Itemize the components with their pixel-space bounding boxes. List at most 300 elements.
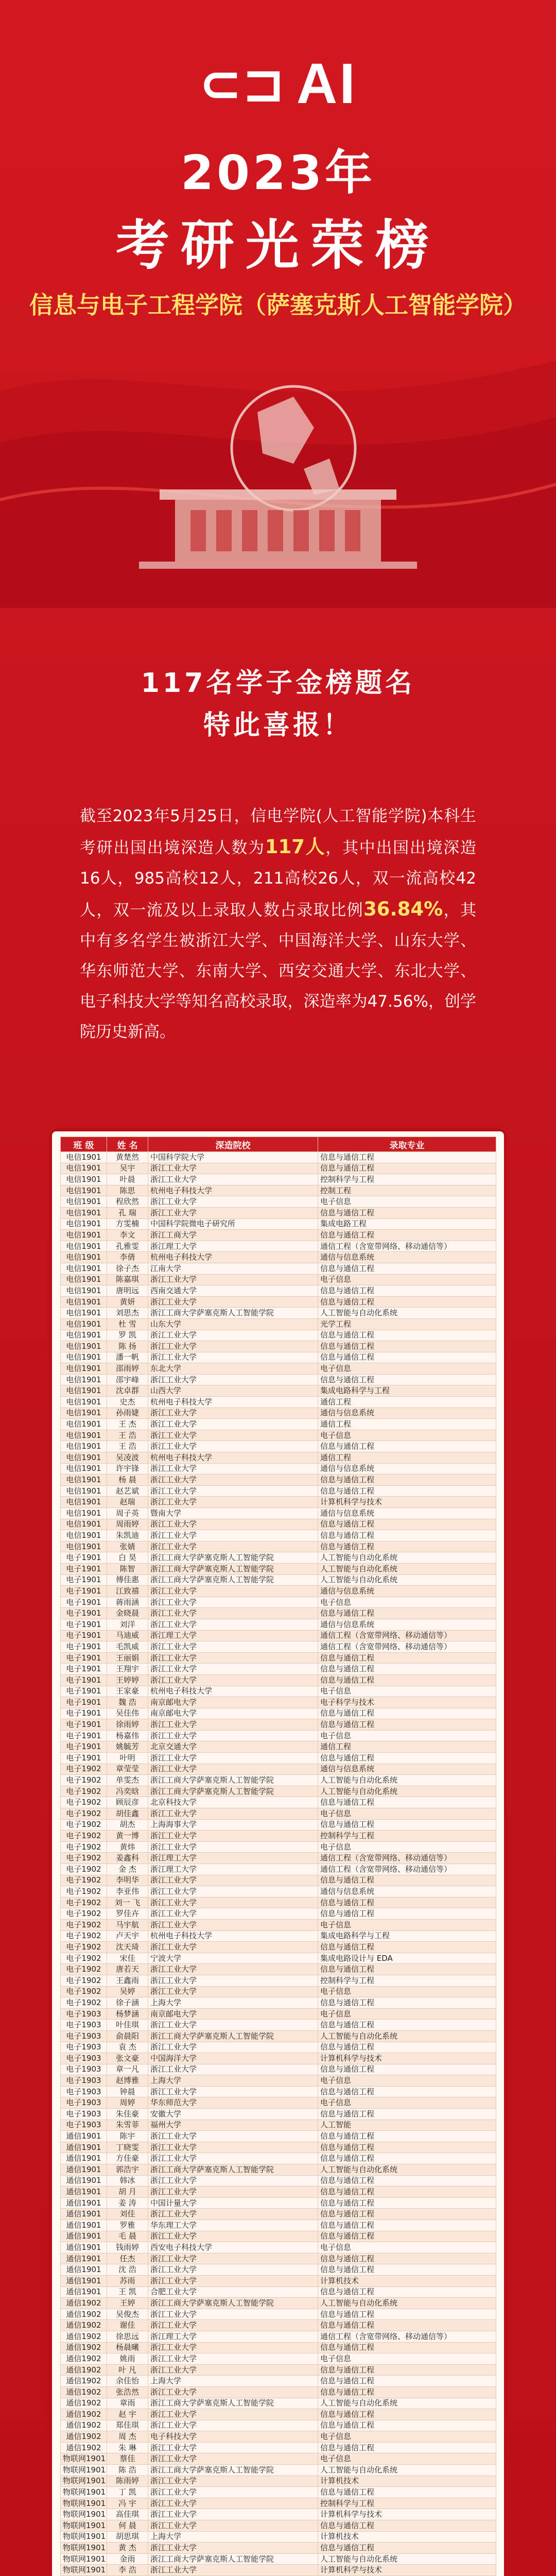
cell-major: 通信与信息系统 — [318, 1508, 496, 1519]
cell-major: 通信与信息系统 — [318, 1586, 496, 1597]
cell-school: 浙江工业大学 — [148, 2309, 318, 2320]
table-row — [61, 1975, 496, 1986]
cell-class: 电子1903 — [61, 2030, 107, 2042]
cell-class: 电子1902 — [61, 1997, 107, 2009]
cell-school: 浙江工商大学萨塞克斯人工智能学院 — [148, 2164, 318, 2176]
cell-class: 通信1902 — [61, 2376, 107, 2387]
cell-name: 朱凯迪 — [107, 1530, 148, 1541]
cell-major: 信息与通信工程 — [318, 1664, 496, 1675]
table-row — [61, 1630, 496, 1641]
cell-major: 控制科学与工程 — [318, 1975, 496, 1986]
cell-school: 浙江工业大学 — [148, 2476, 318, 2487]
cell-class: 电子1901 — [61, 1652, 107, 1664]
cell-name: 俞晨阳 — [107, 2030, 148, 2042]
cell-school: 福州大学 — [148, 2120, 318, 2131]
cell-major: 信息与通信工程 — [318, 1964, 496, 1975]
table-row — [61, 1463, 496, 1475]
cell-major: 信息与通信工程 — [318, 2364, 496, 2376]
cell-major: 信息与通信工程 — [318, 2376, 496, 2387]
cell-major: 控制科学与工程 — [318, 1174, 496, 1185]
cell-class: 通信1901 — [61, 2275, 107, 2286]
table-row — [61, 1508, 496, 1519]
cell-major: 电子信息 — [318, 2353, 496, 2365]
cell-major: 人工智能与自动化系统 — [318, 1552, 496, 1564]
cell-major: 信息与通信工程 — [318, 2220, 496, 2231]
cell-major: 集成电路科学与工程 — [318, 1385, 496, 1397]
table-row — [61, 1864, 496, 1875]
cell-major: 集成电路工程 — [318, 1218, 496, 1230]
table-row — [61, 2398, 496, 2409]
cell-class: 电子1902 — [61, 1864, 107, 1875]
cell-name: 孙雨婕 — [107, 1408, 148, 1419]
table-row — [61, 1263, 496, 1274]
cell-school: 上海海事大学 — [148, 1819, 318, 1831]
cell-school: 浙江工业大学 — [148, 2498, 318, 2509]
cell-name: 苏雨 — [107, 2275, 148, 2286]
cell-major: 信息与通信工程 — [318, 2064, 496, 2075]
table-row — [61, 1452, 496, 1464]
table-row — [61, 1519, 496, 1530]
cell-major: 人工智能与自动化系统 — [318, 2298, 496, 2309]
cell-school: 上海大学 — [148, 2376, 318, 2387]
cell-major: 人工智能与自动化系统 — [318, 1563, 496, 1574]
table-row — [61, 2086, 496, 2097]
cell-class: 通信1901 — [61, 2286, 107, 2298]
cell-class: 通信1902 — [61, 2442, 107, 2453]
cell-class: 电子1902 — [61, 1953, 107, 1964]
table-row — [61, 2476, 496, 2487]
cell-class: 通信1902 — [61, 2320, 107, 2331]
cell-major: 电子信息 — [318, 1196, 496, 1208]
table-row — [61, 1408, 496, 1419]
cell-name: 王婷婷 — [107, 1674, 148, 1686]
cell-major: 通信与信息系统 — [318, 1463, 496, 1475]
cell-class: 物联网1901 — [61, 2476, 107, 2487]
cell-school: 浙江理工大学 — [148, 1630, 318, 1641]
cell-name: 李亚伟 — [107, 1886, 148, 1897]
cell-school: 南京邮电大学 — [148, 2008, 318, 2020]
table-row — [61, 1964, 496, 1975]
table-row — [61, 1363, 496, 1375]
cell-school: 东北大学 — [148, 1363, 318, 1375]
cell-major: 人工智能与自动化系统 — [318, 2553, 496, 2565]
cell-class: 电子1901 — [61, 1597, 107, 1608]
cell-name: 张婧 — [107, 1541, 148, 1552]
cell-major: 信息与通信工程 — [318, 1875, 496, 1886]
cell-name: 马宇航 — [107, 1919, 148, 1930]
cell-school: 浙江工业大学 — [148, 1908, 318, 1920]
cell-name: 李文 — [107, 1230, 148, 1241]
cell-school: 浙江工商大学萨塞克斯人工智能学院 — [148, 1574, 318, 1586]
cell-major: 通信工程（含宽带网络、移动通信等） — [318, 1641, 496, 1653]
table-row — [61, 2509, 496, 2520]
cell-name: 王 浩 — [107, 1430, 148, 1441]
cell-name: 朱佳豪 — [107, 2109, 148, 2120]
cell-name: 胡杰 — [107, 1819, 148, 1831]
cell-class: 电信1901 — [61, 1519, 107, 1530]
table-row — [61, 2386, 496, 2398]
cell-class: 电子1901 — [61, 1552, 107, 1564]
cell-class: 通信1902 — [61, 2342, 107, 2353]
cell-name: 毛 晨 — [107, 2231, 148, 2242]
cell-school: 浙江工业大学 — [148, 2187, 318, 2198]
cell-major: 信息与通信工程 — [318, 1997, 496, 2009]
table-row — [61, 2275, 496, 2286]
cell-class: 电子1902 — [61, 1919, 107, 1930]
table-row — [61, 1875, 496, 1886]
cell-major: 信息与通信工程 — [318, 1908, 496, 1920]
cell-school: 浙江理工大学 — [148, 1241, 318, 1252]
cell-major: 信息与通信工程 — [318, 1652, 496, 1664]
cell-school: 中国科学院大学 — [148, 1152, 318, 1163]
cell-class: 电子1902 — [61, 1831, 107, 1842]
cell-school: 浙江工业大学 — [148, 1719, 318, 1731]
table-row — [61, 2431, 496, 2443]
cell-class: 电信1901 — [61, 1152, 107, 1163]
cell-name: 杨 晨 — [107, 1475, 148, 1486]
table-row — [61, 2309, 496, 2320]
cell-school: 杭州电子科技大学 — [148, 1686, 318, 1697]
cell-major: 计算机科学与技术 — [318, 1497, 496, 1508]
cell-name: 邵宇峰 — [107, 1374, 148, 1385]
table-row — [61, 2453, 496, 2465]
cell-class: 电子1901 — [61, 1586, 107, 1597]
cell-school: 杭州电子科技大学 — [148, 1397, 318, 1408]
cell-name: 黄炜 — [107, 1841, 148, 1853]
cell-school: 西安电子科技大学 — [148, 2242, 318, 2253]
table-row — [61, 1808, 496, 1820]
cell-class: 电信1901 — [61, 1296, 107, 1308]
cell-major: 人工智能与自动化系统 — [318, 1574, 496, 1586]
cell-class: 电子1901 — [61, 1708, 107, 1719]
table-row — [61, 1330, 496, 1341]
cell-class: 电信1901 — [61, 1174, 107, 1185]
cell-name: 周雨婷 — [107, 1519, 148, 1530]
cell-name: 郑佳琪 — [107, 2420, 148, 2431]
cell-school: 浙江工商大学萨塞克斯人工智能学院 — [148, 2465, 318, 2476]
cell-school: 浙江理工大学 — [148, 1853, 318, 1864]
cell-class: 电子1902 — [61, 1897, 107, 1908]
cell-school: 暨南大学 — [148, 1508, 318, 1519]
cell-school: 浙江工业大学 — [148, 1619, 318, 1630]
cell-name: 赵博雅 — [107, 2075, 148, 2087]
cell-school: 浙江工商大学萨塞克斯人工智能学院 — [148, 2298, 318, 2309]
cell-major: 计算机科学与技术 — [318, 2053, 496, 2064]
cell-class: 物联网1901 — [61, 2509, 107, 2520]
cell-major: 电子信息 — [318, 2075, 496, 2087]
cell-major: 信息与通信工程 — [318, 2131, 496, 2142]
cell-school: 浙江工商大学萨塞克斯人工智能学院 — [148, 1552, 318, 1564]
table-row — [61, 2286, 496, 2298]
cell-major: 通信工程（含宽带网络、移动通信等） — [318, 1630, 496, 1641]
cell-major: 电子信息 — [318, 1430, 496, 1441]
table-row — [61, 2053, 496, 2064]
cell-class: 通信1901 — [61, 2142, 107, 2153]
cell-class: 电子1902 — [61, 1908, 107, 1920]
cell-school: 浙江工业大学 — [148, 2342, 318, 2353]
table-row — [61, 1697, 496, 1708]
cell-school: 安徽大学 — [148, 2109, 318, 2120]
table-row — [61, 1797, 496, 1808]
cell-name: 冯奕晗 — [107, 1786, 148, 1797]
cell-name: 黄 杰 — [107, 2543, 148, 2554]
cell-major: 电子信息 — [318, 2453, 496, 2465]
cell-name: 章雨 — [107, 2398, 148, 2409]
cell-school: 浙江工业大学 — [148, 1730, 318, 1741]
cell-major: 计算机技术 — [318, 2275, 496, 2286]
cell-major: 信息与通信工程 — [318, 1374, 496, 1385]
cell-major: 计算机科学与技术 — [318, 2509, 496, 2520]
cell-school: 浙江工业大学 — [148, 2386, 318, 2398]
cell-class: 电子1901 — [61, 1574, 107, 1586]
cell-school: 浙江工业大学 — [148, 1163, 318, 1174]
cell-school: 浙江工业大学 — [148, 1964, 318, 1975]
cell-major: 信息与通信工程 — [318, 2142, 496, 2153]
cell-school: 浙江工业大学 — [148, 1296, 318, 1308]
cell-major: 电子信息 — [318, 1274, 496, 1285]
table-row — [61, 1230, 496, 1241]
cell-name: 吴佳伟 — [107, 1708, 148, 1719]
cell-name: 顾辰彦 — [107, 1797, 148, 1808]
cell-school: 山西大学 — [148, 1385, 318, 1397]
cell-school: 南京邮电大学 — [148, 1697, 318, 1708]
cell-major: 信息与通信工程 — [318, 2409, 496, 2420]
cell-major: 电子信息 — [318, 2008, 496, 2020]
table-row — [61, 1475, 496, 1486]
cell-major: 电子信息 — [318, 1919, 496, 1930]
cell-major: 通信与信息系统 — [318, 1764, 496, 1775]
cell-major: 信息与通信工程 — [318, 2231, 496, 2242]
cell-name: 朱 琳 — [107, 2442, 148, 2453]
cell-name: 史杰 — [107, 1397, 148, 1408]
table-row — [61, 1352, 496, 1363]
cell-class: 电子1903 — [61, 2008, 107, 2020]
cell-class: 物联网1901 — [61, 2553, 107, 2565]
cell-class: 电信1901 — [61, 1430, 107, 1441]
cell-major: 信息与通信工程 — [318, 2197, 496, 2209]
cell-school: 浙江工业大学 — [148, 1207, 318, 1218]
cell-class: 电子1901 — [61, 1563, 107, 1574]
cell-school: 浙江工业大学 — [148, 1674, 318, 1686]
cell-class: 通信1902 — [61, 2386, 107, 2398]
cell-class: 电子1901 — [61, 1741, 107, 1753]
cell-major: 人工智能与自动化系统 — [318, 2164, 496, 2176]
cell-class: 电子1902 — [61, 1775, 107, 1786]
intro-text-2: ，其中出国出境深造16人，985高校12人，211高校26人，双一流高校42人，双一流及以上录取人数占录取比例 — [80, 839, 476, 920]
cell-class: 电信1901 — [61, 1241, 107, 1252]
col-header-class: 班 级 — [61, 1137, 107, 1152]
table-row — [61, 1819, 496, 1831]
cell-name: 杜 雪 — [107, 1318, 148, 1330]
cell-major: 信息与通信工程 — [318, 1753, 496, 1764]
cell-class: 电子1901 — [61, 1641, 107, 1653]
cell-school: 电子科技大学 — [148, 2431, 318, 2443]
cell-major: 电子信息 — [318, 1808, 496, 1820]
cell-major: 通信与信息系统 — [318, 1252, 496, 1263]
cell-school: 浙江工业大学 — [148, 1942, 318, 1953]
table-row — [61, 1997, 496, 2009]
cell-major: 信息与通信工程 — [318, 2153, 496, 2164]
cell-major: 光学工程 — [318, 1318, 496, 1330]
cell-school: 浙江工业大学 — [148, 2364, 318, 2376]
cell-school: 上海大学 — [148, 2531, 318, 2543]
table-row — [61, 2353, 496, 2365]
cell-class: 电子1902 — [61, 1975, 107, 1986]
cell-major: 信息与通信工程 — [318, 1207, 496, 1218]
cell-class: 电子1903 — [61, 2020, 107, 2031]
cell-major: 信息与通信工程 — [318, 1897, 496, 1908]
cell-school: 浙江工业大学 — [148, 1652, 318, 1664]
cell-major: 信息与通信工程 — [318, 1674, 496, 1686]
cell-class: 电子1903 — [61, 2086, 107, 2097]
cell-name: 杨梦涵 — [107, 2008, 148, 2020]
cell-class: 电信1901 — [61, 1452, 107, 1464]
cell-school: 浙江工业大学 — [148, 1641, 318, 1653]
table-row — [61, 1574, 496, 1586]
table-row — [61, 2187, 496, 2198]
cell-name: 袁 杰 — [107, 2042, 148, 2053]
cell-school: 浙江工业大学 — [148, 1875, 318, 1886]
cell-school: 浙江工业大学 — [148, 1441, 318, 1452]
cell-class: 通信1901 — [61, 2242, 107, 2253]
cell-school: 浙江工业大学 — [148, 1374, 318, 1385]
cell-name: 胡思琪 — [107, 2531, 148, 2543]
cell-name: 赵瑞 — [107, 1497, 148, 1508]
cell-name: 马迪威 — [107, 1630, 148, 1641]
cell-major: 信息与通信工程 — [318, 1797, 496, 1808]
cell-school: 浙江工商大学萨塞克斯人工智能学院 — [148, 2398, 318, 2409]
cell-school: 浙江工业大学 — [148, 1497, 318, 1508]
table-row — [61, 1552, 496, 1564]
cell-major: 信息与通信工程 — [318, 2175, 496, 2187]
table-row — [61, 2075, 496, 2087]
cell-major: 信息与通信工程 — [318, 1330, 496, 1341]
cell-school: 浙江工商大学萨塞克斯人工智能学院 — [148, 1786, 318, 1797]
cell-name: 卢天宇 — [107, 1930, 148, 1942]
cell-major: 计算机技术 — [318, 2531, 496, 2543]
campus-building-icon — [139, 361, 417, 587]
headline-line1: 117名学子金榜题名 — [141, 668, 415, 699]
cell-name: 王丽娟 — [107, 1652, 148, 1664]
cell-name: 程欣然 — [107, 1196, 148, 1208]
cell-name: 叶明 — [107, 1753, 148, 1764]
table-row — [61, 1775, 496, 1786]
cell-major: 电子信息 — [318, 1597, 496, 1608]
cell-major: 控制科学与工程 — [318, 1831, 496, 1842]
cell-school: 浙江工业大学 — [148, 1174, 318, 1185]
cell-class: 物联网1901 — [61, 2531, 107, 2543]
cell-class: 电信1901 — [61, 1441, 107, 1452]
cell-major: 信息与通信工程 — [318, 2520, 496, 2532]
cell-class: 电子1901 — [61, 1753, 107, 1764]
cell-class: 通信1902 — [61, 2431, 107, 2443]
table-row — [61, 2153, 496, 2164]
cell-class: 通信1902 — [61, 2298, 107, 2309]
cell-school: 浙江工业大学 — [148, 2231, 318, 2242]
cell-name: 李倩 — [107, 1252, 148, 1263]
cell-school: 浙江工业大学 — [148, 2142, 318, 2153]
cell-class: 电信1901 — [61, 1363, 107, 1375]
cell-class: 通信1902 — [61, 2398, 107, 2409]
table-row — [61, 2442, 496, 2453]
cell-major: 信息与通信工程 — [318, 2253, 496, 2264]
table-row — [61, 1296, 496, 1308]
cell-major: 电子信息 — [318, 1730, 496, 1741]
cell-class: 电子1903 — [61, 2064, 107, 2075]
cell-name: 傅佳惠 — [107, 1574, 148, 1586]
cell-school: 浙江工业大学 — [148, 2153, 318, 2164]
cell-major: 电子信息 — [318, 1363, 496, 1375]
cell-class: 电子1902 — [61, 1930, 107, 1942]
cell-class: 电子1903 — [61, 2075, 107, 2087]
cell-name: 叶晨 — [107, 1174, 148, 1185]
cell-school: 浙江工业大学 — [148, 1541, 318, 1552]
year-title: 2023年 — [180, 145, 376, 200]
cell-class: 通信1901 — [61, 2153, 107, 2164]
cell-name: 许宇锋 — [107, 1463, 148, 1475]
table-row — [61, 2531, 496, 2543]
cell-school: 杭州电子科技大学 — [148, 1452, 318, 1464]
cell-class: 物联网1901 — [61, 2543, 107, 2554]
cell-school: 浙江工业大学 — [148, 1753, 318, 1764]
col-header-school: 深造院校 — [148, 1137, 318, 1152]
table-row — [61, 2164, 496, 2176]
cell-name: 张浩然 — [107, 2386, 148, 2398]
cell-name: 黄一博 — [107, 1831, 148, 1842]
cell-name: 谢佳 — [107, 2320, 148, 2331]
cell-school: 杭州电子科技大学 — [148, 1930, 318, 1942]
cell-major: 计算机技术 — [318, 2476, 496, 2487]
table-row — [61, 1674, 496, 1686]
cell-class: 电信1901 — [61, 1218, 107, 1230]
cell-class: 电信1901 — [61, 1318, 107, 1330]
cell-name: 刘一 飞 — [107, 1897, 148, 1908]
cell-school: 浙江工业大学 — [148, 2275, 318, 2286]
cell-class: 物联网1901 — [61, 2565, 107, 2576]
cell-name: 刘思杰 — [107, 1308, 148, 1319]
cell-major: 信息与通信工程 — [318, 1352, 496, 1363]
cell-major: 信息与通信工程 — [318, 2543, 496, 2554]
table-row — [61, 2231, 496, 2242]
cell-class: 电子1901 — [61, 1697, 107, 1708]
cell-school: 华东理工大学 — [148, 2220, 318, 2231]
cell-school: 浙江工业大学 — [148, 1475, 318, 1486]
cell-school: 合肥工业大学 — [148, 2286, 318, 2298]
cell-name: 罗雅 — [107, 2220, 148, 2231]
table-row — [61, 2064, 496, 2075]
cell-name: 赵 宇 — [107, 2409, 148, 2420]
cell-class: 电信1901 — [61, 1475, 107, 1486]
cell-name: 韩冰 — [107, 2175, 148, 2187]
cell-major: 信息与通信工程 — [318, 1485, 496, 1497]
cell-name: 陈雨婷 — [107, 2476, 148, 2487]
table-row — [61, 2242, 496, 2253]
cell-major: 电子信息 — [318, 1841, 496, 1853]
cell-major: 计算机科学与技术 — [318, 2565, 496, 2576]
cell-school: 浙江工商大学萨塞克斯人工智能学院 — [148, 2030, 318, 2042]
cell-major: 信息与通信工程 — [318, 2309, 496, 2320]
cell-name: 孔 瑞 — [107, 1207, 148, 1218]
table-row — [61, 1942, 496, 1953]
cell-class: 通信1901 — [61, 2187, 107, 2198]
cell-school: 浙江理工大学 — [148, 1864, 318, 1875]
cell-school: 北京科技大学 — [148, 1797, 318, 1808]
headline-line2: 特此喜报！ — [203, 710, 353, 741]
cell-major: 通信与信息系统 — [318, 1408, 496, 1419]
table-row — [61, 1730, 496, 1741]
cell-major: 电子信息 — [318, 1686, 496, 1697]
cell-major: 信息与通信工程 — [318, 1341, 496, 1352]
